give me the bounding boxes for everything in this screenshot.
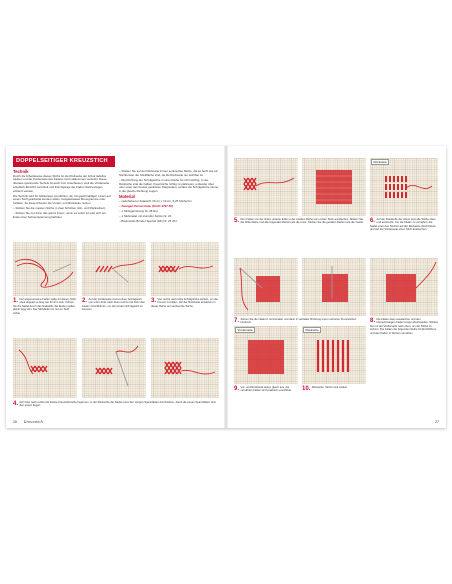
back-side-vertical-stitches	[370, 158, 438, 216]
step-6-photo	[370, 158, 438, 216]
step-2-caption: 2. Auf der Vorderseite zuerst einen Schrägstich von unten links nach oben rechts und dann den Faden zurückführen, um den ersten Schrägstich zu kreuzen.	[82, 298, 145, 312]
left-running-title: Kreuzstich	[23, 420, 43, 424]
rueckseite-label-a: Rückseite	[371, 159, 389, 165]
technik-paragraph-5: – Sticken Sie auf der Rückseite immer senkrechte Stiche, die so hoch wie ein Stichfenster der Stickfläche sind, da die Rückseite nur sichtbar ist.	[119, 169, 218, 177]
two-rows-cross-stitch	[151, 338, 219, 398]
step-4a-photo	[13, 338, 77, 398]
step-1-photo	[13, 242, 77, 296]
needle-under-stitches	[234, 258, 298, 316]
thread-cut-finish	[370, 258, 438, 316]
right-folio	[435, 420, 439, 424]
technik-paragraph-1: Durch die Arbeitsweise dieses Stichs ist die Rückseite der Arbeit tadellos sauber und die Vorderseite des Fadens sind vollkommen verdeckt. Diese überaus spannende Technik ist auch zum Unterfassen, weil die Vorderseite erheblich-Einsicht vermittelt und Durchgänge der Fäden Stickvorlagen entfernt werden.	[13, 173, 110, 193]
front-finished-square	[234, 326, 298, 384]
first-diagonal-stitches	[82, 242, 146, 296]
cross-row-stitches	[151, 242, 219, 296]
rueckseite-label-c: Rückseite	[303, 327, 321, 333]
technik-paragraph-6: – Die Richtung der Schrägstiche in einer Reihe ist nicht wichtig. In der Rückreihe sind die halben Kreuzstiche richtig zu platzieren: entweder über oder unter den bereits gestickten Diagonalen, sodass die Schrägstiche immer in die gleiche Richtung zeigen.	[119, 177, 219, 193]
step-7b-photo	[302, 258, 366, 316]
left-folio	[13, 420, 43, 424]
back-finished-square	[302, 326, 366, 384]
material-item-2: – Zweigart Pensel Aida, (Kraft: 3707.56)	[119, 203, 173, 208]
step-10-caption: 10. Rückseite, Stiche sind sauber.	[302, 386, 348, 392]
step-5-caption: 5. Den Faden von der linken unteren Ecke in der zweiten Reihe vom ersten Stich ausstechen. Sticken Sie die dritte Reihe und alle folgenden Reihen wie die erste. Sticken Sie die geraden Reihen wie die zweite.	[234, 218, 364, 225]
technique-column	[13, 170, 113, 221]
section-heading: DOPPELSEITIGER KREUZSTICH	[13, 156, 115, 167]
technik-title: Technik	[13, 169, 29, 174]
material-column	[119, 170, 219, 225]
vorderseite-label: Vorderseite	[235, 327, 255, 333]
left-page-number: 26	[13, 420, 17, 424]
step-9-caption: 9. Vor- und Rückseite sehen gleich aus, die vernähten Fäden sind praktisch unsichtbar.	[234, 386, 292, 393]
step-4c-photo	[151, 338, 219, 398]
material-item-4: – 1 Sticknadel mit stumpfer Spitze Nr. 24	[119, 213, 172, 218]
third-row-start	[234, 158, 298, 216]
step-9-front-photo	[234, 326, 298, 384]
step-3-photo	[151, 242, 219, 296]
material-item-1: – naturfarbener Aidastoff, 20 cm x 10 cm, 5,25 Stiche/cm	[119, 198, 192, 203]
step-1-caption: 1. Der abgemessene Faden sollte für diesen Stich etwa doppelt so lang wie Ihr Arm sein. Führen Sie die Nadel durch das Nadelöhr, die Enden sollten gleich lang sein. Der Stickfaden ist nun im Stoff sicher.	[13, 298, 77, 315]
step-2-photo	[82, 242, 146, 296]
step-3-caption: 3. Von rechts nach links Schrägstiche sticken, um die Kreuze zu bilden. Auf der Rückseite entstehen in dieser Reihe nur senkrechte Stiche.	[151, 298, 218, 308]
filled-square-front	[302, 158, 366, 216]
book-spread	[6, 146, 446, 428]
step-8-caption: 8. Die Fäden eben ausstechen und den überschüssigen Faden knapp abschneiden. Sticken Sie mit der Vorderseite nach oben, um die Stiche zu sichern. Die Fäden der folgenden Reihe hindurchführen und den Faden in Stichen vernähen.	[370, 318, 439, 335]
technik-paragraph-3: – Sticken Sie die meisten Stiche in zwei Schritten (Hin- und Rückreihen).	[13, 206, 107, 211]
material-item-3: – 1 Stickgarnstrang Nr. 28 Rot	[119, 208, 158, 213]
step-4-caption: 4. Der linke nach rechts die zweite Kreuzstichreihe beginnen. In der Rückreihe die Nadel unter den vorigen Spannfäden durchziehen, damit die neuen Spannfäden über den ersten liegen.	[13, 401, 217, 408]
step-6-caption: 6. Auf der Rückseite der Arbeit sind alle Stiche oben und senkrecht. Um die Fäden zu vernähen, die Nadel unter den Stichen auf der Rückseite durchziehen und auf der Vorderseite einen Stich ausstechen.	[370, 218, 436, 232]
step-8-photo	[370, 258, 438, 316]
step-7a-photo	[234, 258, 298, 316]
technik-paragraph-4: – Sticken Sie nur dann das ganze Kreuz, wenn es sofort ist oder sich am Ende einer Sehnenspannung befindet.	[13, 211, 107, 219]
second-row-needle	[82, 338, 146, 398]
left-page	[6, 146, 226, 428]
step-4b-photo	[82, 338, 146, 398]
step-5a-photo	[234, 158, 298, 216]
right-page-number: 27	[435, 420, 439, 424]
needle-vertical-pass	[302, 258, 366, 316]
step-5b-photo	[302, 158, 366, 216]
material-item-5: – Baumwolle Brinder Spezial (DK) Nr. 25 321	[119, 219, 177, 224]
material-title: Material	[119, 194, 135, 199]
second-row-start	[13, 338, 77, 398]
needle-thread-illustration	[13, 242, 77, 296]
step-9-back-photo	[302, 326, 366, 384]
step-7-caption: 7. Ziehen Sie die Nadel in horizontaler und dann in vertikaler Richtung unter mehreren Kreuzstichen hindurch.	[234, 318, 357, 325]
technik-paragraph-2: Die Technik wird für Stickereien empfohlen, die mit gleichmäßigen Linien auf einem Stoff gearbeitet werden sollen, beispielsweise Monogramme oder Initialen, da diese Arbeiten die Vorder- und Rückseite nutzen.	[13, 193, 111, 206]
right-page	[226, 146, 446, 428]
